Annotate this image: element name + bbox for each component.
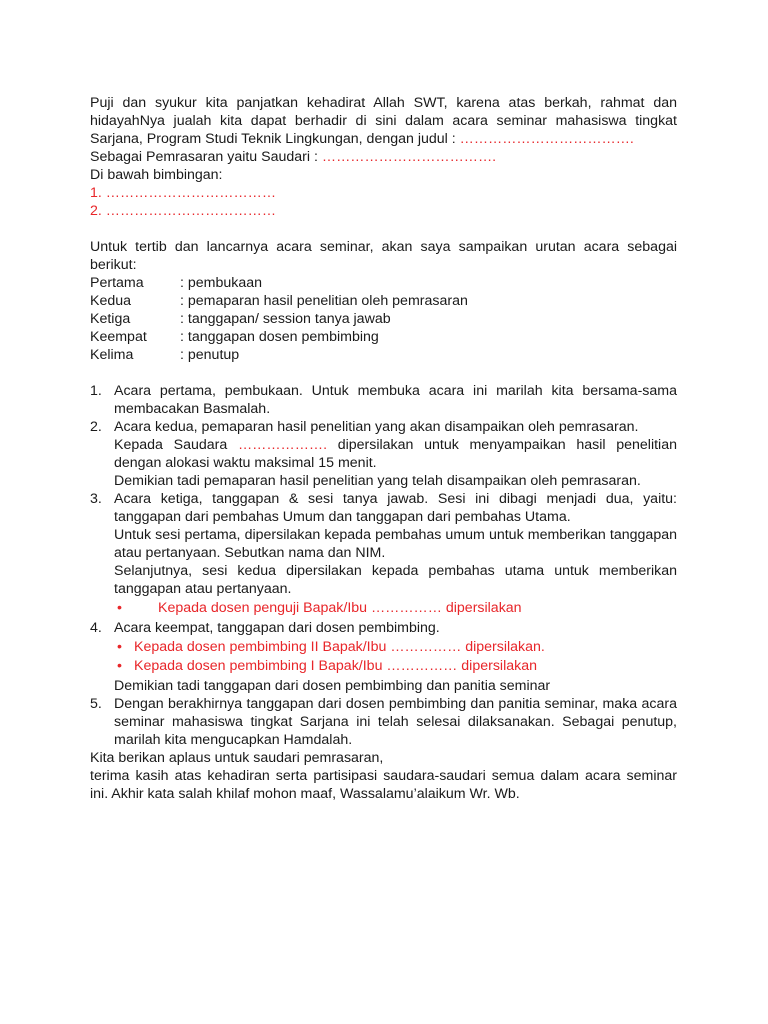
step-number: 4. [90, 620, 102, 636]
bullet-dot: • [117, 600, 122, 616]
bullet-dot: • [117, 658, 122, 674]
bullet-dot: • [117, 639, 122, 655]
agenda-value: : tanggapan/ session tanya jawab [180, 311, 391, 327]
closing-line2: terima kasih atas kehadiran serta partisipasi saudara-saudari semua dalam acara seminar ini. Akhir kata salah khilaf mohon maaf, Wassalamu’alaikum Wr. Wb. [90, 768, 677, 802]
step-5 [90, 695, 677, 749]
agenda-row [90, 346, 468, 364]
step-2-pre: Kepada Saudara [114, 437, 228, 453]
agenda-label: Ketiga [90, 311, 131, 327]
step-2-post: dipersilakan untuk menyampaikan hasil penelitian dengan alokasi waktu maksimal 15 menit. [114, 437, 677, 471]
agenda-intro: Untuk tertib dan lancarnya acara seminar, akan saya sampaikan urutan acara sebagai berikut: [90, 239, 677, 273]
agenda-schedule [90, 274, 468, 364]
step-3-p1: Acara ketiga, tanggapan & sesi tanya jawab. Sesi ini dibagi menjadi dua, yaitu: tanggapan dari pembahas Umum dan tanggapan dari pembahas Utama. [114, 491, 677, 525]
step-2-line2 [114, 436, 677, 472]
document-body [90, 94, 677, 803]
step-number: 2. [90, 419, 102, 435]
steps-list [90, 382, 677, 749]
agenda-row [90, 328, 468, 346]
intro-text: Puji dan syukur kita panjatkan kehadirat Allah SWT, karena atas berkah, rahmat dan hidayahNya jualah kita dapat berhadir di sini dalam acara seminar mahasiswa tingkat Sarjana, Program Studi Teknik Lingkungan, dengan judul : [90, 95, 677, 147]
agenda-label: Keempat [90, 329, 147, 345]
step-1 [90, 382, 677, 418]
step-number: 5. [90, 696, 102, 712]
step-3-p2: Untuk sesi pertama, dipersilakan kepada pembahas umum untuk memberikan tanggapan atau pertanyaan. Sebutkan nama dan NIM. [114, 527, 677, 561]
pembimbing-1: 1. ……………………………… [90, 185, 277, 201]
pembimbing-2-bullet [114, 638, 677, 656]
agenda-value: : penutup [180, 347, 240, 363]
agenda-label: Kedua [90, 293, 132, 309]
closing-line1: Kita berikan aplaus untuk saudari pemrasaran, [90, 750, 384, 766]
step-4 [90, 619, 677, 695]
agenda-label: Kelima [90, 347, 134, 363]
step-4-after: Demikian tadi tanggapan dari dosen pembimbing dan panitia seminar [114, 678, 551, 694]
pemrasaran-line [90, 148, 677, 166]
step-number: 3. [90, 491, 102, 507]
step-4-text: Acara keempat, tanggapan dari dosen pembimbing. [114, 620, 440, 636]
agenda-row [90, 292, 468, 310]
pembimbing-1-bullet [114, 657, 677, 675]
agenda-row [90, 274, 468, 292]
step-5-text: Dengan berakhirnya tanggapan dari dosen pembimbing dan panitia seminar, maka acara seminar mahasiswa tingkat Sarjana ini telah selesai dilaksanakan. Sebagai penutup, marilah kita mengucapkan Hamdalah. [114, 696, 677, 748]
penguji-bullet-list [114, 599, 677, 617]
pembimbing-2-text: Kepada dosen pembimbing II Bapak/Ibu …………… dipersilakan. [134, 639, 545, 655]
step-2-line3: Demikian tadi pemaparan hasil penelitian yang telah disampaikan oleh pemrasaran. [114, 473, 641, 489]
saudara-blank: ………………. [237, 437, 328, 453]
penguji-bullet [114, 599, 677, 617]
step-1-text: Acara pertama, pembukaan. Untuk membuka acara ini marilah kita bersama-sama membacakan Basmalah. [114, 383, 677, 417]
step-number: 1. [90, 383, 102, 399]
pemrasaran-label: Sebagai Pemrasaran yaitu Saudari : [90, 149, 318, 165]
pembimbing-bullet-list [114, 638, 677, 675]
pemrasaran-blank: ………………………………. [321, 149, 497, 165]
intro-paragraph [90, 94, 677, 148]
pembimbing-2: 2. ……………………………… [90, 203, 277, 219]
step-2 [90, 418, 677, 490]
agenda-value: : tanggapan dosen pembimbing [180, 329, 379, 345]
title-blank: ………………………………. [459, 131, 634, 147]
agenda-value: : pembukaan [180, 275, 263, 291]
bimbingan-label: Di bawah bimbingan: [90, 167, 223, 183]
step-2-line1: Acara kedua, pemaparan hasil penelitian yang akan disampaikan oleh pemrasaran. [114, 419, 639, 435]
agenda-value: : pemaparan hasil penelitian oleh pemrasaran [180, 293, 468, 309]
agenda-label: Pertama [90, 275, 144, 291]
pembimbing-1-text: Kepada dosen pembimbing I Bapak/Ibu …………… dipersilakan [134, 658, 537, 674]
step-3-p3: Selanjutnya, sesi kedua dipersilakan kepada pembahas utama untuk memberikan tanggapan atau pertanyaan. [114, 563, 677, 597]
penguji-text: Kepada dosen penguji Bapak/Ibu …………… dipersilakan [158, 600, 522, 616]
step-3 [90, 490, 677, 619]
agenda-row [90, 310, 468, 328]
